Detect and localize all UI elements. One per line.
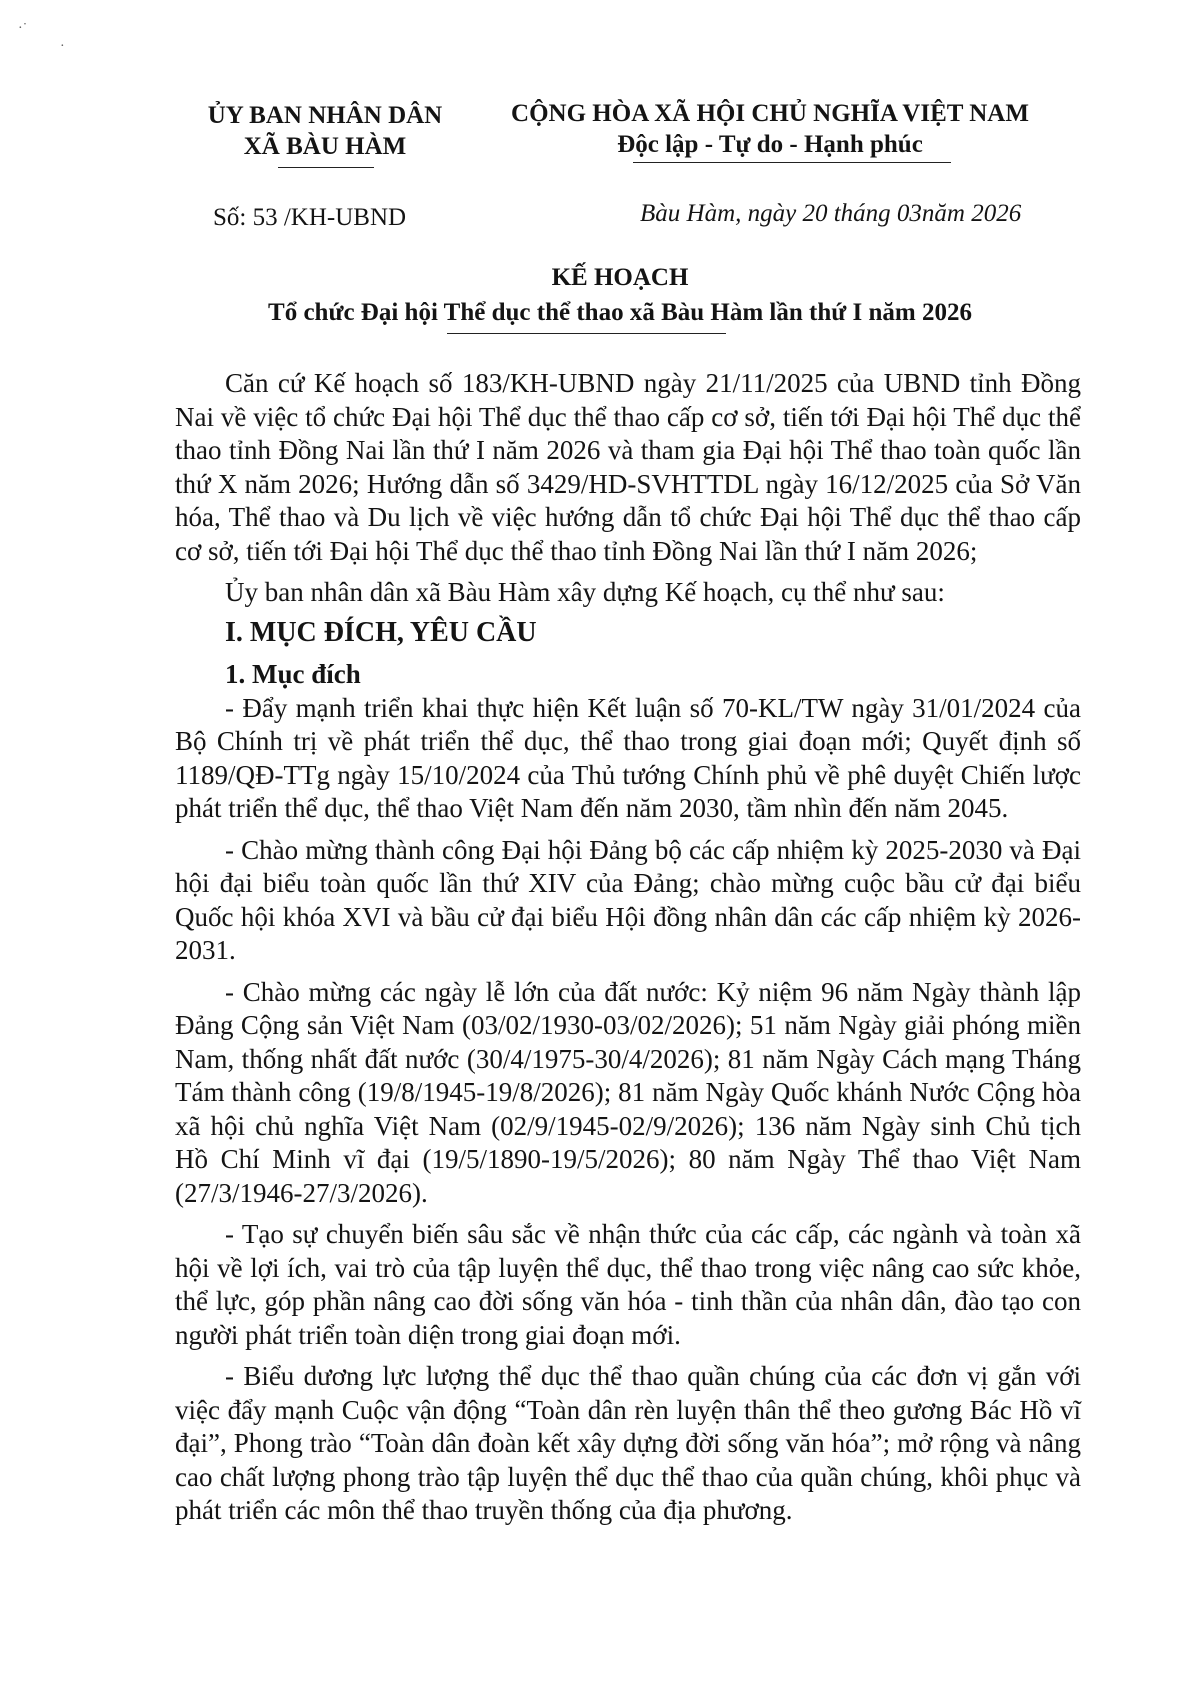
body-paragraph: - Biểu dương lực lượng thể dục thể thao quần chúng của các đơn vị gắn với việc đẩy mạnh Cuộc vận động “Toàn dân rèn luyện thân thể theo gương Bác Hồ vĩ đại”, Phong trào “Toàn dân đoàn kết xây dựng đời sống văn hóa”; mở rộng và nâng cao chất lượng phong trào tập luyện thể dục thể thao của quần chúng, khôi phục và phát triển các môn thể thao truyền thống của địa phương. [175, 1361, 1081, 1525]
place-date: Bàu Hàm, ngày 20 tháng 03năm 2026 [640, 200, 1022, 227]
scan-mark: · [60, 39, 65, 54]
document-body [175, 367, 1081, 1528]
national-name: CỘNG HÒA XÃ HỘI CHỦ NGHĨA VIỆT NAM [511, 100, 1029, 127]
document-number: Số: 53 /KH-UBND [213, 204, 407, 231]
legal-basis-paragraph: Căn cứ Kế hoạch số 183/KH-UBND ngày 21/11/2025 của UBND tỉnh Đồng Nai về việc tổ chức Đại hội Thể dục thể thao cấp cơ sở, tiến tới Đại hội Thể dục thể thao tỉnh Đồng Nai lần thứ I năm 2026 và tham gia Đại hội Thể thao toàn quốc lần thứ X năm 2026; Hướng dẫn số 3429/HD-SVHTTDL ngày 16/12/2025 của Sở Văn hóa, Thể thao và Du lịch về việc hướng dẫn tổ chức Đại hội Thể dục thể thao cấp cơ sở, tiến tới Đại hội Thể dục thể thao tỉnh Đồng Nai lần thứ I năm 2026; [175, 368, 1081, 566]
national-motto [465, 98, 1075, 160]
authority-line-1: ỦY BAN NHÂN DÂN [207, 102, 443, 129]
issuing-authority [195, 100, 455, 162]
intro-paragraph: Ủy ban nhân dân xã Bàu Hàm xây dựng Kế hoạch, cụ thể như sau: [225, 577, 945, 607]
authority-line-2: XÃ BÀU HÀM [243, 133, 407, 160]
document-subtitle: Tổ chức Đại hội Thể dục thể thao xã Bàu Hàm lần thứ I năm 2026 [268, 299, 972, 326]
body-paragraph: - Tạo sự chuyển biến sâu sắc về nhận thức của các cấp, các ngành và toàn xã hội về lợi ích, vai trò của tập luyện thể dục, thể thao trong việc nâng cao sức khỏe, thể lực, góp phần nâng cao đời sống văn hóa - tinh thần của nhân dân, đào tạo con người phát triển toàn diện trong giai đoạn mới. [175, 1219, 1081, 1350]
body-paragraph: - Chào mừng các ngày lễ lớn của đất nước: Kỷ niệm 96 năm Ngày thành lập Đảng Cộng sản Việt Nam (03/02/1930-03/02/2026); 51 năm Ngày giải phóng miền Nam, thống nhất đất nước (30/4/1975-30/4/2026); 81 năm Ngày Cách mạng Tháng Tám thành công (19/8/1945-19/8/2026); 81 năm Ngày Quốc khánh Nước Cộng hòa xã hội chủ nghĩa Việt Nam (02/9/1945-02/9/2026); 136 năm Ngày sinh Chủ tịch Hồ Chí Minh vĩ đại (19/5/1890-19/5/2026); 80 năm Ngày Thể thao Việt Nam (27/3/1946-27/3/2026). [175, 976, 1081, 1208]
document-title: KẾ HOẠCH [551, 264, 689, 291]
authority-underline [278, 167, 374, 168]
subtitle-underline [447, 333, 726, 334]
body-paragraph: - Chào mừng thành công Đại hội Đảng bộ các cấp nhiệm kỳ 2025-2030 và Đại hội đại biểu toàn quốc lần thứ XIV của Đảng; chào mừng cuộc bầu cử đại biểu Quốc hội khóa XVI và bầu cử đại biểu Hội đồng nhân dân các cấp nhiệm kỳ 2026-2031. [175, 834, 1081, 965]
subsection-heading: 1. Mục đích [225, 658, 361, 689]
motto-underline [633, 162, 951, 163]
motto-line: Độc lập - Tự do - Hạnh phúc [617, 131, 923, 158]
scan-mark: ·˙ [18, 21, 28, 36]
body-paragraph: - Đẩy mạnh triển khai thực hiện Kết luận số 70-KL/TW ngày 31/01/2024 của Bộ Chính trị về phát triển thể dục, thể thao trong giai đoạn mới; Quyết định số 1189/QĐ-TTg ngày 15/10/2024 của Thủ tướng Chính phủ về phê duyệt Chiến lược phát triển thể dục, thể thao Việt Nam đến năm 2030, tầm nhìn đến năm 2045. [175, 692, 1081, 823]
section-heading: I. MỤC ĐÍCH, YÊU CẦU [225, 616, 537, 648]
